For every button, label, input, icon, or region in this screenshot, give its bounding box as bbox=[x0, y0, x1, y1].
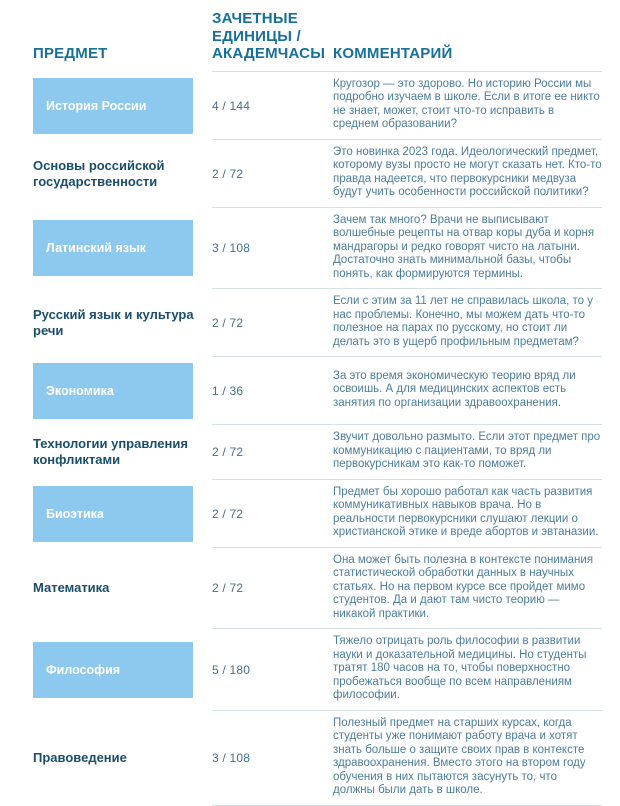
table-header-subject: ПРЕДМЕТ bbox=[33, 45, 108, 62]
subject-cell bbox=[33, 214, 212, 282]
table-row bbox=[0, 140, 620, 208]
comment-text: Она может быть полезна в контексте понимания статистической обработки данных в научных статьях. Но на первом курсе все пройдет мимо студентов. Да и дают там чисто теорию — никакой практики. bbox=[333, 553, 594, 620]
subject-cell bbox=[33, 301, 212, 345]
credits-value: 3 / 108 bbox=[212, 751, 251, 765]
table-header-row bbox=[0, 0, 620, 72]
comment-text: Полезный предмет на старших курсах, когда студенты уже понимают работу врача и хотят знать больше о защите своих прав в контексте здравоохранения. Вместо этого на втором году обучения в них пытаются засунуть то, что должны были дать в школе. bbox=[333, 716, 586, 796]
table-header-credits: ЗАЧЕТНЫЕ ЕДИНИЦЫ / АКАДЕМЧАСЫ bbox=[212, 10, 326, 62]
table-row bbox=[0, 711, 620, 806]
comment-text: Кругозор — это здорово. Но историю России мы подробно изучаем в школе. Если в итоге ее никто не знает, может, стоит что-то исправить в среднем образовании? bbox=[333, 77, 600, 130]
comment-text: Зачем так много? Врачи не выписывают волшебные рецепты на отвар коры дуба и корня мандрагоры и редко говорят чисто на латыни. Достаточно знать минимальной базы, чтобы понять, как формируются термины. bbox=[333, 213, 595, 280]
comment-text: Звучит довольно размыто. Если этот предмет про коммуникацию с пациентами, то вряд ли первокурсникам это как-то поможет. bbox=[333, 431, 601, 470]
credits-value: 3 / 108 bbox=[212, 241, 251, 256]
table-row bbox=[0, 289, 620, 357]
subject-label: Биоэтика bbox=[33, 486, 193, 542]
credits-value: 4 / 144 bbox=[212, 98, 251, 113]
table-row bbox=[0, 425, 620, 480]
credits-value: 2 / 72 bbox=[212, 445, 244, 460]
table-row bbox=[0, 72, 620, 140]
subject-label: Математика bbox=[33, 580, 110, 596]
table-body bbox=[0, 72, 620, 806]
table-row bbox=[0, 629, 620, 711]
subject-label: Экономика bbox=[33, 363, 193, 419]
subject-label: Латинский язык bbox=[33, 220, 193, 276]
comment-text: Тяжело отрицать роль философии в развитии науки и доказательной медицины. Но студенты тратят 180 часов на то, чтобы поверхностно пробежаться вообще по всем направлениям философии. bbox=[333, 635, 587, 701]
subject-label: Основы российской государственности bbox=[33, 157, 165, 189]
table-row bbox=[0, 357, 620, 425]
comment-text: Предмет бы хорошо работал как часть развития коммуникативных навыков врача. Но в реальности первокурсники слушают лекции о христианской этике и вреде абортов и эвтаназии. bbox=[333, 485, 599, 538]
credits-value: 2 / 72 bbox=[212, 581, 244, 596]
table-header-comment: КОММЕНТАРИЙ bbox=[333, 45, 453, 62]
table-row bbox=[0, 208, 620, 290]
table-row bbox=[0, 480, 620, 548]
subject-label: Русский язык и культура речи bbox=[33, 307, 194, 338]
credits-value: 2 / 72 bbox=[212, 316, 244, 330]
subject-cell bbox=[33, 636, 212, 704]
comment-text: Это новинка 2023 года. Идеологический предмет, которому вузы просто не могут сказать нет. Кто-то правда надеется, что первокурсники медвуза будут учить особенности российской политики? bbox=[333, 145, 602, 198]
credits-value: 2 / 72 bbox=[212, 506, 244, 521]
credits-value: 5 / 180 bbox=[212, 662, 251, 677]
subject-cell bbox=[33, 72, 212, 140]
row-divider bbox=[212, 805, 602, 806]
credits-value: 1 / 36 bbox=[212, 384, 244, 398]
subject-cell bbox=[33, 480, 212, 548]
comment-text: Если с этим за 11 лет не справилась школа, то у нас проблемы. Конечно, мы можем дать что-то полезное на парах по русскому, но стоит ли делать это в ущерб профильным предметам? bbox=[333, 295, 593, 348]
subject-cell bbox=[33, 430, 212, 474]
subject-label: Правоведение bbox=[33, 750, 127, 765]
credits-value: 2 / 72 bbox=[212, 166, 244, 181]
subject-cell bbox=[33, 574, 212, 602]
comment-text: За это время экономическую теорию вряд ли освоишь. А для медицинских аспектов есть занятия по организации здравоохранения. bbox=[333, 369, 576, 409]
subject-cell bbox=[33, 152, 212, 196]
subject-cell bbox=[33, 744, 212, 772]
subject-label: Философия bbox=[33, 642, 193, 698]
subject-label: Технологии управления конфликтами bbox=[33, 436, 188, 468]
table-row bbox=[0, 548, 620, 630]
subject-label: История России bbox=[33, 78, 193, 134]
subject-cell bbox=[33, 357, 212, 425]
